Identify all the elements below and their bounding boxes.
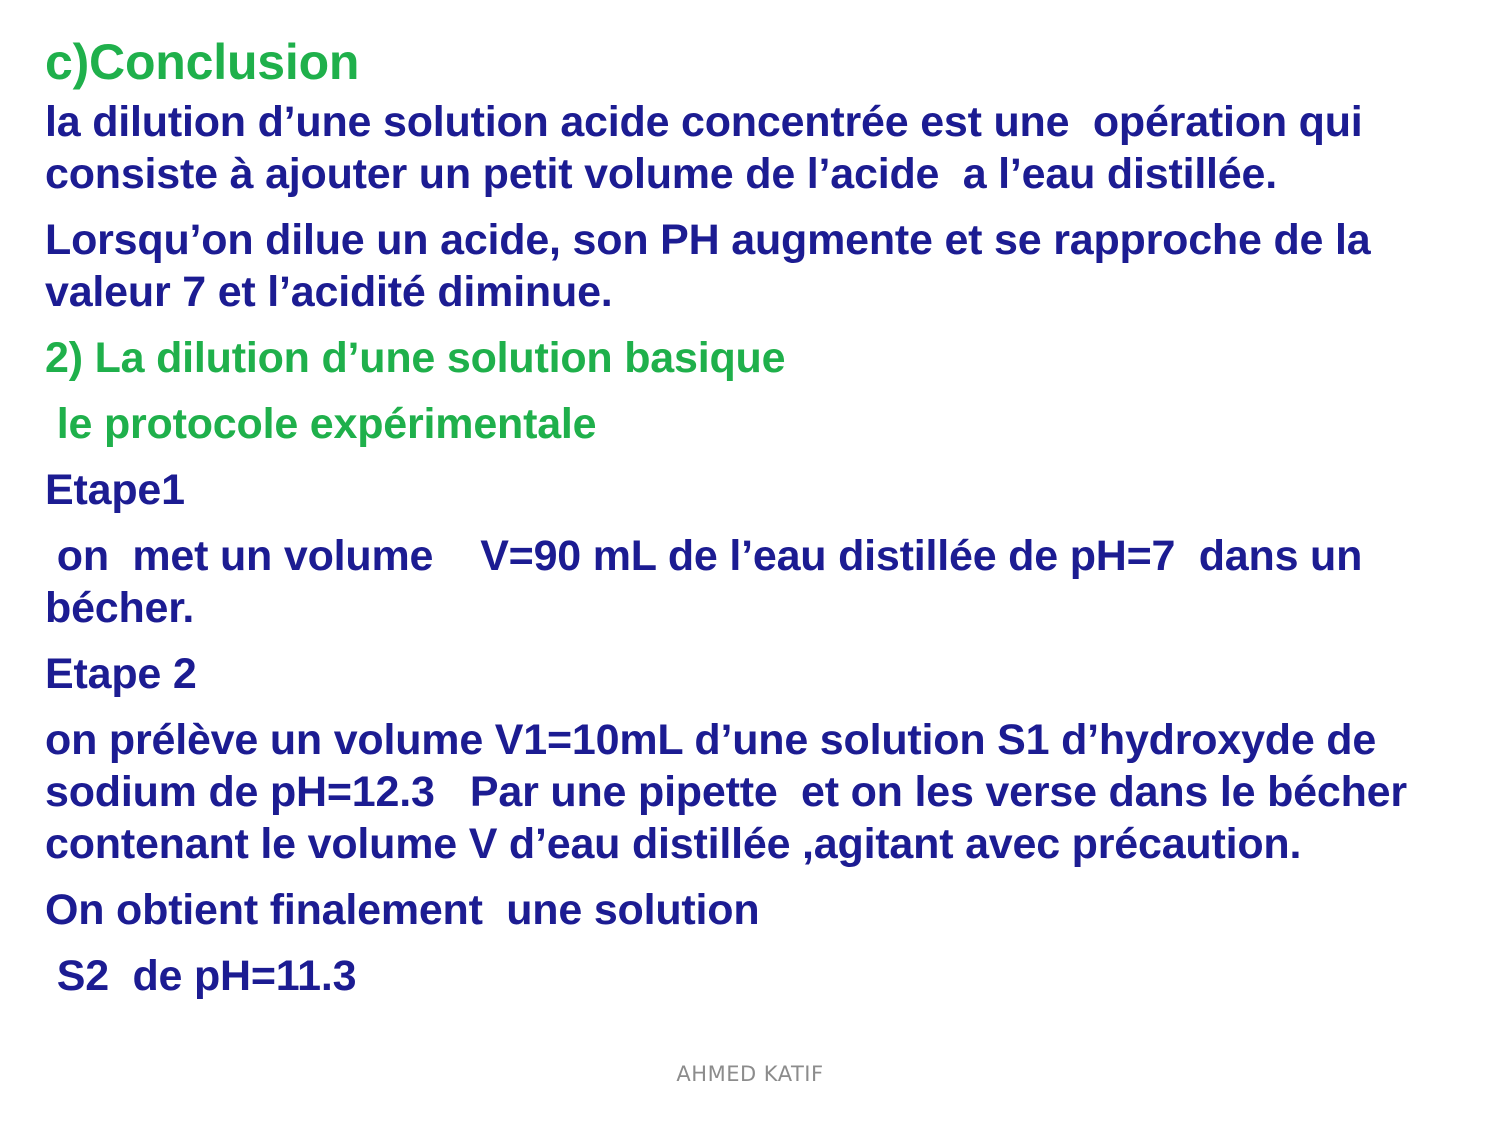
slide-title: c)Conclusion bbox=[45, 34, 360, 90]
slide-footer-author: AHMED KATIF bbox=[676, 1062, 824, 1086]
step-1-heading: Etape1 bbox=[45, 466, 185, 514]
step-2-heading: Etape 2 bbox=[45, 650, 197, 698]
step-2-text: on prélève un volume V1=10mL d’une solution S1 d’hydroxyde de sodium de pH=12.3 Par une pipette et on les verse dans le bécher contenant le volume V d’eau distillée ,agitant avec précaution. bbox=[45, 716, 1419, 868]
section-subheading-protocol: le protocole expérimentale bbox=[45, 400, 597, 448]
paragraph-acid-dilution-definition: la dilution d’une solution acide concentrée est une opération qui consiste à ajouter un petit volume de l’acide a l’eau distillée. bbox=[45, 98, 1375, 198]
result-text: On obtient finalement une solution bbox=[45, 886, 760, 934]
slide-content bbox=[45, 32, 1465, 1016]
paragraph-acid-ph-increase: Lorsqu’on dilue un acide, son PH augmente et se rapproche de la valeur 7 et l’acidité diminue. bbox=[45, 216, 1383, 316]
section-heading-basic-dilution: 2) La dilution d’une solution basique bbox=[45, 334, 786, 382]
step-1-text: on met un volume V=90 mL de l’eau distillée de pH=7 dans un bécher. bbox=[45, 532, 1374, 632]
result-ph-value: S2 de pH=11.3 bbox=[45, 952, 357, 1000]
